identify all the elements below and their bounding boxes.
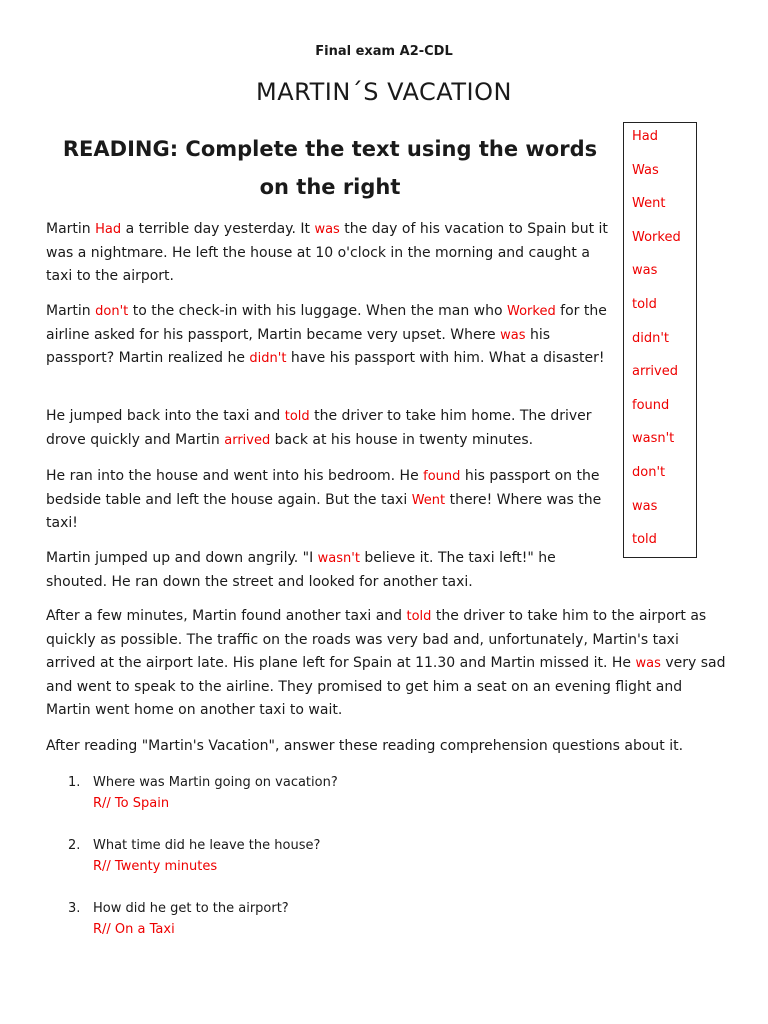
word-bank-item: found (632, 397, 670, 413)
answer-text: R// To Spain (93, 796, 170, 811)
reading-heading: READING: Complete the text using the words on the right (62, 137, 598, 199)
question-number: 2. (68, 838, 81, 853)
word-bank-item: Was (632, 162, 659, 178)
word-bank-item: don't (632, 464, 666, 480)
paragraph-6 (46, 605, 726, 723)
text-run: have his passport with him. What a disaster! (286, 350, 605, 366)
filled-word: Worked (507, 304, 556, 319)
answer-text: R// On a Taxi (93, 922, 175, 937)
text-run: there! Where was the taxi! (46, 491, 602, 531)
answer-text: R// Twenty minutes (93, 859, 218, 874)
question-text: Where was Martin going on vacation? (93, 775, 338, 790)
paragraph-3 (46, 405, 616, 452)
filled-word: was (500, 327, 526, 343)
text-run: the driver to take him home. The driver drove quickly and Martin (46, 408, 592, 448)
question-3 (68, 898, 289, 940)
question-number: 1. (68, 775, 81, 790)
text-run: for the airline asked for his passport, Martin became very upset. Where (46, 303, 607, 343)
questions-intro: After reading "Martin's Vacation", answer these reading comprehension questions about it. (46, 738, 684, 754)
filled-word: was (635, 656, 661, 671)
text-run: After a few minutes, Martin found another taxi and (46, 608, 407, 624)
paragraph-2 (46, 300, 616, 371)
question-2 (68, 835, 320, 877)
filled-word: wasn't (317, 551, 360, 566)
question-text: How did he get to the airport? (93, 901, 289, 916)
word-bank-item: told (632, 296, 657, 312)
question-number: 3. (68, 901, 81, 916)
question-1 (68, 772, 338, 814)
text-run: the driver to take him to the airport as quickly as possible. The traffic on the roads was very bad and, unfortunately, Martin's taxi arrived at the airport late. His plane left for Spain at 11.30 and Martin missed it. He (46, 608, 707, 671)
filled-word: arrived (224, 432, 271, 448)
filled-word: told (284, 409, 310, 424)
word-bank-item: didn't (632, 330, 670, 346)
exam-label: Final exam A2-CDL (315, 44, 453, 59)
text-run: He jumped back into the taxi and (46, 408, 285, 424)
filled-word: was (314, 222, 340, 237)
paragraph-5 (46, 547, 616, 594)
word-bank-item: arrived (632, 364, 678, 380)
text-run: to the check-in with his luggage. When the man who (128, 303, 508, 319)
word-bank-item: Had (632, 129, 658, 144)
word-bank-item: told (632, 532, 657, 548)
text-run: He ran into the house and went into his bedroom. He (46, 468, 424, 484)
text-run: very sad and went to speak to the airline. They promised to get him a seat on an evening flight and Martin went home on another taxi to wait. (46, 655, 726, 718)
text-run: his passport? Martin realized he (46, 326, 551, 366)
word-bank-item: was (632, 263, 658, 279)
text-run: Martin (46, 221, 96, 237)
text-run: a terrible day yesterday. It (121, 221, 315, 237)
page-title: MARTIN´S VACATION (256, 78, 512, 106)
text-run: Martin (46, 303, 96, 319)
text-run: Martin jumped up and down angrily. "I (46, 550, 318, 566)
word-bank-item: wasn't (632, 431, 675, 447)
text-run: back at his house in twenty minutes. (270, 431, 534, 448)
filled-word: found (423, 469, 461, 484)
filled-word: don't (95, 304, 129, 319)
question-text: What time did he leave the house? (93, 838, 321, 853)
filled-word: Had (95, 222, 122, 237)
text-run: believe it. The taxi left!" he shouted. He ran down the street and looked for another taxi. (46, 550, 556, 590)
word-bank-item: Went (632, 196, 666, 212)
word-bank-item: was (632, 498, 658, 514)
word-bank-item: Worked (632, 229, 681, 245)
filled-word: Went (411, 492, 446, 508)
text-run: the day of his vacation to Spain but it was a nightmare. He left the house at 10 o'clock in the morning and caught a taxi to the airport. (46, 221, 608, 284)
filled-word: told (406, 609, 432, 624)
word-bank (623, 122, 697, 558)
filled-word: didn't (249, 351, 287, 366)
paragraph-1 (46, 218, 616, 289)
paragraph-4 (46, 465, 616, 536)
text-run: his passport on the bedside table and left the house again. But the taxi (46, 468, 600, 508)
